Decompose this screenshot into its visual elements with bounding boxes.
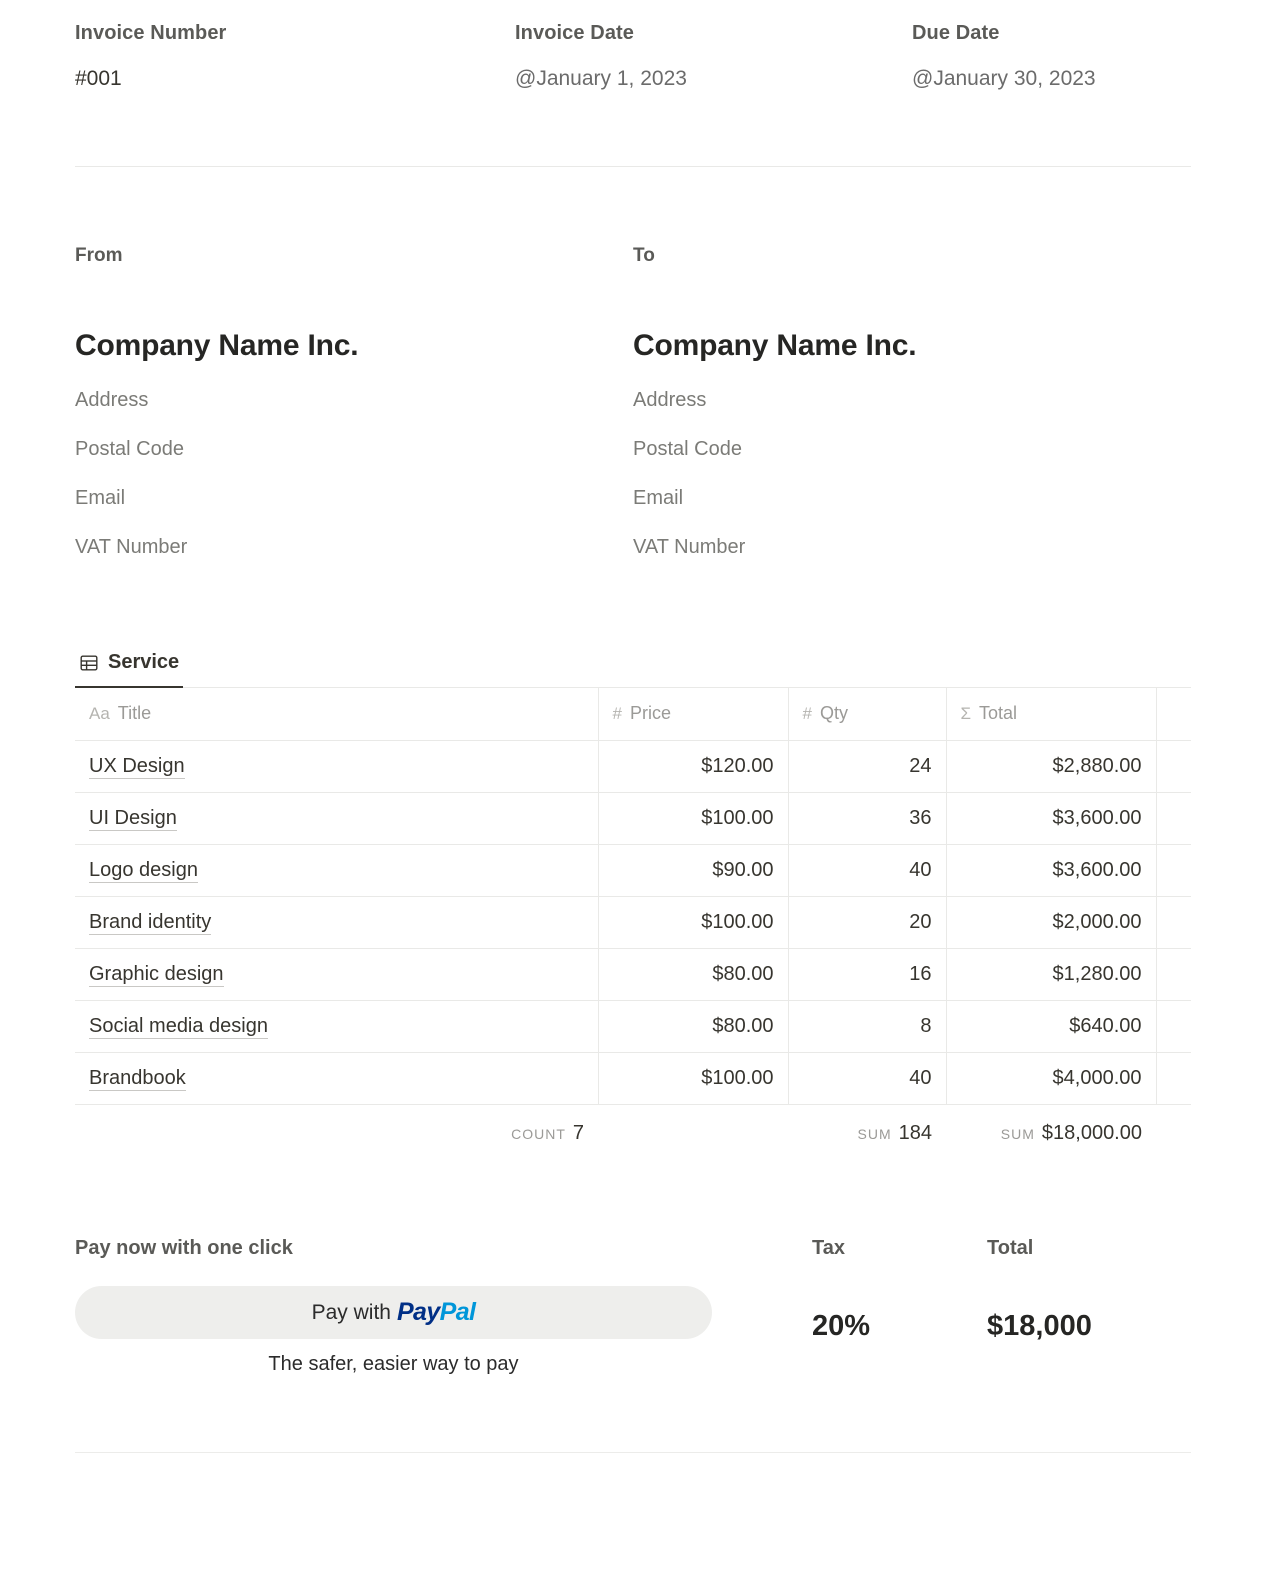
table-tab-row — [75, 651, 1191, 688]
summary-total-cell[interactable] — [946, 1104, 1156, 1162]
cell-title[interactable] — [75, 896, 598, 948]
table-header-row — [75, 688, 1191, 740]
to-postal-code[interactable]: Postal Code — [633, 438, 742, 460]
to-vat-number[interactable]: VAT Number — [633, 536, 746, 558]
invoice-date-label: Invoice Date — [515, 22, 635, 44]
cell-title[interactable] — [75, 740, 598, 792]
cell-qty[interactable]: 16 — [788, 948, 946, 1000]
paypal-logo-pal: Pal — [439, 1298, 476, 1326]
table-summary-row — [75, 1104, 1191, 1162]
table-row — [75, 792, 1191, 844]
column-header-qty-label: Qty — [819, 703, 848, 724]
summary-price-cell — [598, 1104, 788, 1162]
cell-title-text: UX Design — [89, 754, 185, 777]
table-row — [75, 740, 1191, 792]
parties-section — [75, 167, 1191, 559]
tab-service-label: Service — [108, 651, 180, 673]
pay-now-label: Pay now with one click — [75, 1237, 293, 1259]
tax-label: Tax — [812, 1237, 845, 1259]
cell-title-text: Social media design — [89, 1014, 268, 1037]
tab-service[interactable] — [75, 651, 183, 688]
cell-title[interactable] — [75, 1052, 598, 1104]
column-header-total-label: Total — [979, 703, 1018, 724]
table-row — [75, 948, 1191, 1000]
tax-value[interactable]: 20% — [812, 1310, 871, 1342]
payment-section — [75, 1162, 1191, 1376]
cell-total[interactable]: $1,280.00 — [946, 948, 1156, 1000]
summary-qty-cell[interactable] — [788, 1104, 946, 1162]
to-label: To — [633, 245, 655, 266]
service-table-body — [75, 740, 1191, 1104]
summary-count-value: 7 — [572, 1121, 584, 1144]
due-date-block — [912, 22, 1191, 91]
invoice-meta — [75, 0, 1191, 91]
summary-total-value: $18,000.00 — [1041, 1121, 1142, 1144]
sigma-icon: Σ — [960, 703, 972, 723]
paypal-logo-pay: Pay — [396, 1298, 440, 1326]
cell-spacer — [1156, 948, 1191, 1000]
total-block — [987, 1237, 1187, 1343]
cell-total[interactable]: $2,000.00 — [946, 896, 1156, 948]
service-table-section — [75, 559, 1191, 1162]
column-header-spacer — [1156, 688, 1191, 740]
cell-qty[interactable]: 40 — [788, 844, 946, 896]
cell-qty[interactable]: 8 — [788, 1000, 946, 1052]
summary-spacer-cell — [1156, 1104, 1191, 1162]
invoice-number-block — [75, 22, 515, 91]
paypal-subtitle: The safer, easier way to pay — [268, 1353, 519, 1375]
table-row — [75, 896, 1191, 948]
cell-title[interactable] — [75, 948, 598, 1000]
cell-title-text: UI Design — [89, 806, 177, 829]
cell-title[interactable] — [75, 792, 598, 844]
cell-title-text: Brandbook — [89, 1066, 186, 1089]
cell-price[interactable]: $90.00 — [598, 844, 788, 896]
text-type-icon: Aa — [89, 703, 110, 723]
total-value[interactable]: $18,000 — [987, 1310, 1092, 1342]
cell-total[interactable]: $3,600.00 — [946, 844, 1156, 896]
cell-title-text: Logo design — [89, 858, 198, 881]
summary-count-label: COUNT — [511, 1125, 566, 1142]
cell-qty[interactable]: 20 — [788, 896, 946, 948]
summary-count-cell[interactable] — [75, 1104, 598, 1162]
invoice-date-block — [515, 22, 912, 91]
cell-spacer — [1156, 792, 1191, 844]
column-header-qty[interactable] — [788, 688, 946, 740]
to-address[interactable]: Address — [633, 389, 707, 411]
from-vat-number[interactable]: VAT Number — [75, 536, 188, 558]
cell-total[interactable]: $2,880.00 — [946, 740, 1156, 792]
from-company-name[interactable]: Company Name Inc. — [75, 329, 359, 362]
summary-qty-label: SUM — [857, 1125, 892, 1142]
cell-spacer — [1156, 1000, 1191, 1052]
summary-total-label: SUM — [1000, 1125, 1035, 1142]
cell-spacer — [1156, 1052, 1191, 1104]
from-address[interactable]: Address — [75, 389, 149, 411]
column-header-price[interactable] — [598, 688, 788, 740]
column-header-title[interactable] — [75, 688, 598, 740]
to-email[interactable]: Email — [633, 487, 684, 509]
invoice-number-label: Invoice Number — [75, 22, 227, 44]
from-label: From — [75, 245, 123, 266]
column-header-title-label: Title — [117, 703, 152, 724]
invoice-number-value[interactable]: #001 — [75, 67, 122, 90]
cell-spacer — [1156, 740, 1191, 792]
summary-qty-value: 184 — [898, 1121, 932, 1144]
cell-qty[interactable]: 24 — [788, 740, 946, 792]
due-date-label: Due Date — [912, 22, 1000, 44]
table-icon — [79, 653, 99, 673]
cell-title[interactable] — [75, 1000, 598, 1052]
from-block — [75, 245, 633, 559]
cell-title-text: Brand identity — [89, 910, 212, 933]
to-block — [633, 245, 1191, 559]
table-row — [75, 1000, 1191, 1052]
cell-spacer — [1156, 896, 1191, 948]
column-header-total[interactable] — [946, 688, 1156, 740]
cell-total[interactable]: $3,600.00 — [946, 792, 1156, 844]
pay-with-paypal-text: Pay with — [311, 1300, 391, 1324]
total-label: Total — [987, 1237, 1034, 1259]
tax-block — [812, 1237, 987, 1343]
table-row — [75, 844, 1191, 896]
number-type-icon: # — [612, 703, 622, 723]
invoice-date-value[interactable]: @January 1, 2023 — [515, 67, 687, 90]
due-date-value[interactable]: @January 30, 2023 — [912, 67, 1096, 90]
number-type-icon: # — [802, 703, 812, 723]
cell-total[interactable]: $640.00 — [946, 1000, 1156, 1052]
cell-price[interactable]: $80.00 — [598, 948, 788, 1000]
footer-divider — [75, 1452, 1191, 1453]
from-email[interactable]: Email — [75, 487, 126, 509]
column-header-price-label: Price — [629, 703, 671, 724]
from-postal-code[interactable]: Postal Code — [75, 438, 184, 460]
service-table — [75, 688, 1191, 1162]
pay-now-block — [75, 1237, 812, 1376]
pay-with-paypal-button[interactable] — [75, 1286, 712, 1339]
paypal-logo-icon — [397, 1298, 475, 1327]
cell-price[interactable]: $120.00 — [598, 740, 788, 792]
cell-price[interactable]: $100.00 — [598, 792, 788, 844]
to-company-name[interactable]: Company Name Inc. — [633, 329, 917, 362]
cell-title-text: Graphic design — [89, 962, 224, 985]
cell-price[interactable]: $80.00 — [598, 1000, 788, 1052]
cell-qty[interactable]: 36 — [788, 792, 946, 844]
cell-qty[interactable]: 40 — [788, 1052, 946, 1104]
cell-title[interactable] — [75, 844, 598, 896]
cell-price[interactable]: $100.00 — [598, 1052, 788, 1104]
cell-spacer — [1156, 844, 1191, 896]
cell-total[interactable]: $4,000.00 — [946, 1052, 1156, 1104]
table-row — [75, 1052, 1191, 1104]
cell-price[interactable]: $100.00 — [598, 896, 788, 948]
totals-block — [812, 1237, 1187, 1343]
